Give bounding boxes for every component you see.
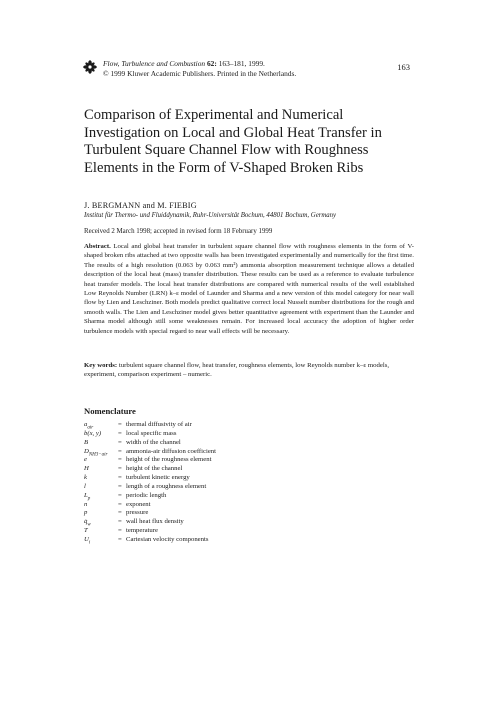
- equals-sign: =: [118, 438, 122, 446]
- nomenclature-description: pressure: [126, 509, 149, 517]
- equals-sign: =: [118, 429, 122, 437]
- page-number: 163: [397, 62, 410, 72]
- nomenclature-description: Cartesian velocity components: [126, 535, 209, 543]
- equals-sign: =: [118, 527, 122, 535]
- affiliation: Institut für Thermo- und Fluiddynamik, Ruhr-Universität Bochum, 44801 Bochum, Germany: [84, 212, 337, 219]
- nomenclature-list: [84, 421, 384, 545]
- received-dates: Received 2 March 1998; accepted in revised form 18 February 1999: [84, 228, 273, 235]
- nomenclature-description: height of the roughness element: [126, 456, 212, 464]
- equals-sign: =: [118, 535, 122, 543]
- keywords: [84, 361, 414, 380]
- equals-sign: =: [118, 465, 122, 473]
- nomenclature-row: [84, 492, 384, 501]
- nomenclature-heading: Nomenclature: [84, 406, 136, 416]
- nomenclature-symbol: l: [84, 482, 86, 490]
- nomenclature-row: [84, 465, 384, 474]
- nomenclature-description: length of a roughness element: [126, 482, 207, 490]
- equals-sign: =: [118, 518, 122, 526]
- nomenclature-symbol: $a_{air}$: [84, 421, 94, 431]
- equals-sign: =: [118, 456, 122, 464]
- nomenclature-description: height of the channel: [126, 465, 183, 473]
- nomenclature-row: [84, 430, 384, 439]
- nomenclature-symbol: B: [84, 438, 89, 446]
- nomenclature-row: [84, 509, 384, 518]
- equals-sign: =: [118, 509, 122, 517]
- nomenclature-symbol: n: [84, 500, 88, 508]
- equals-sign: =: [118, 500, 122, 508]
- nomenclature-description: ammonia-air diffusion coefficient: [126, 447, 217, 455]
- nomenclature-description: thermal diffusivity of air: [126, 421, 192, 428]
- equals-sign: =: [118, 421, 122, 428]
- nomenclature-symbol: b(x, y): [84, 429, 102, 437]
- keywords-text: turbulent square channel flow, heat transfer, roughness elements, low Reynolds number k–ε models, experiment, comparison experiment – numeric.: [84, 362, 390, 379]
- nomenclature-description: exponent: [126, 500, 151, 508]
- nomenclature-row: [84, 518, 384, 527]
- nomenclature-row: [84, 501, 384, 510]
- abstract-label: Abstract.: [84, 243, 111, 250]
- equals-sign: =: [118, 482, 122, 490]
- nomenclature-symbol: $L_p$: [84, 491, 91, 502]
- journal-name: Flow, Turbulence and Combustion: [103, 59, 206, 68]
- journal-citation: [103, 59, 296, 79]
- nomenclature-row: [84, 439, 384, 448]
- abstract-text: Local and global heat transfer in turbulent square channel flow with roughness elements in the form of V-shaped broken ribs attached at two opposite walls has been investigated experimentally and numerically for the first time. The results of a high resolution (0.063 by 0.063 mm²) ammonia absorption measurement technique allows a detailed description of the local heat (mass) transfer distribution. These results can be used as a reference to evaluate turbulence heat transfer models. The local heat transfer distributions are compared with numerical results of the well established Low Reynolds Number (LRN) k–ε model of Launder and Sharma and a new version of this model category for near wall flow by Lien and Leschziner. Both models predict qualitative correct local Nusselt number distributions for the rough and smooth walls. The Lien and Leschziner model gives better quantitative agreement with experiment than the Launder and Sharma model although still some weaknesses remain. For increased local accuracy the adoption of higher order turbulence models with special regard to near wall effects will be necessary.: [84, 243, 415, 335]
- nomenclature-symbol: T: [84, 527, 88, 535]
- nomenclature-description: turbulent kinetic energy: [126, 474, 190, 482]
- nomenclature-symbol: k: [84, 474, 87, 482]
- nomenclature-row: [84, 527, 384, 536]
- copyright-line: © 1999 Kluwer Academic Publishers. Printed in the Netherlands.: [103, 69, 297, 78]
- nomenclature-row: [84, 421, 384, 430]
- nomenclature-symbol: p: [84, 509, 88, 517]
- nomenclature-description: wall heat flux density: [126, 518, 184, 526]
- abstract: [84, 242, 414, 336]
- nomenclature-description: periodic length: [126, 491, 167, 499]
- nomenclature-description: width of the channel: [126, 438, 181, 446]
- journal-volume: 62:: [206, 59, 217, 68]
- nomenclature-row: [84, 456, 384, 465]
- nomenclature-symbol: $U_i$: [84, 535, 91, 546]
- authors: J. BERGMANN and M. FIEBIG: [84, 201, 197, 210]
- keywords-label: Key words:: [84, 362, 118, 369]
- nomenclature-description: local specific mass: [126, 429, 177, 437]
- nomenclature-row: [84, 474, 384, 483]
- nomenclature-symbol: $q̇_w$: [84, 518, 91, 528]
- nomenclature-symbol: H: [84, 465, 89, 473]
- nomenclature-symbol: $D_{NH3-air}$: [84, 447, 108, 457]
- journal-pages: 163–181, 1999.: [218, 59, 265, 68]
- equals-sign: =: [118, 474, 122, 482]
- nomenclature-row: [84, 448, 384, 457]
- nomenclature-description: temperature: [126, 527, 158, 535]
- nomenclature-row: [84, 536, 384, 545]
- paper-title: Comparison of Experimental and Numerical Investigation on Local and Global Heat Transfer in Turbulent Square Channel Flow with Roughness Elements in the Form of V-Shaped Broken Ribs: [84, 107, 382, 176]
- equals-sign: =: [118, 447, 122, 455]
- kluwer-flower-icon: [83, 60, 97, 74]
- nomenclature-symbol: e: [84, 456, 87, 464]
- equals-sign: =: [118, 491, 122, 499]
- nomenclature-row: [84, 483, 384, 492]
